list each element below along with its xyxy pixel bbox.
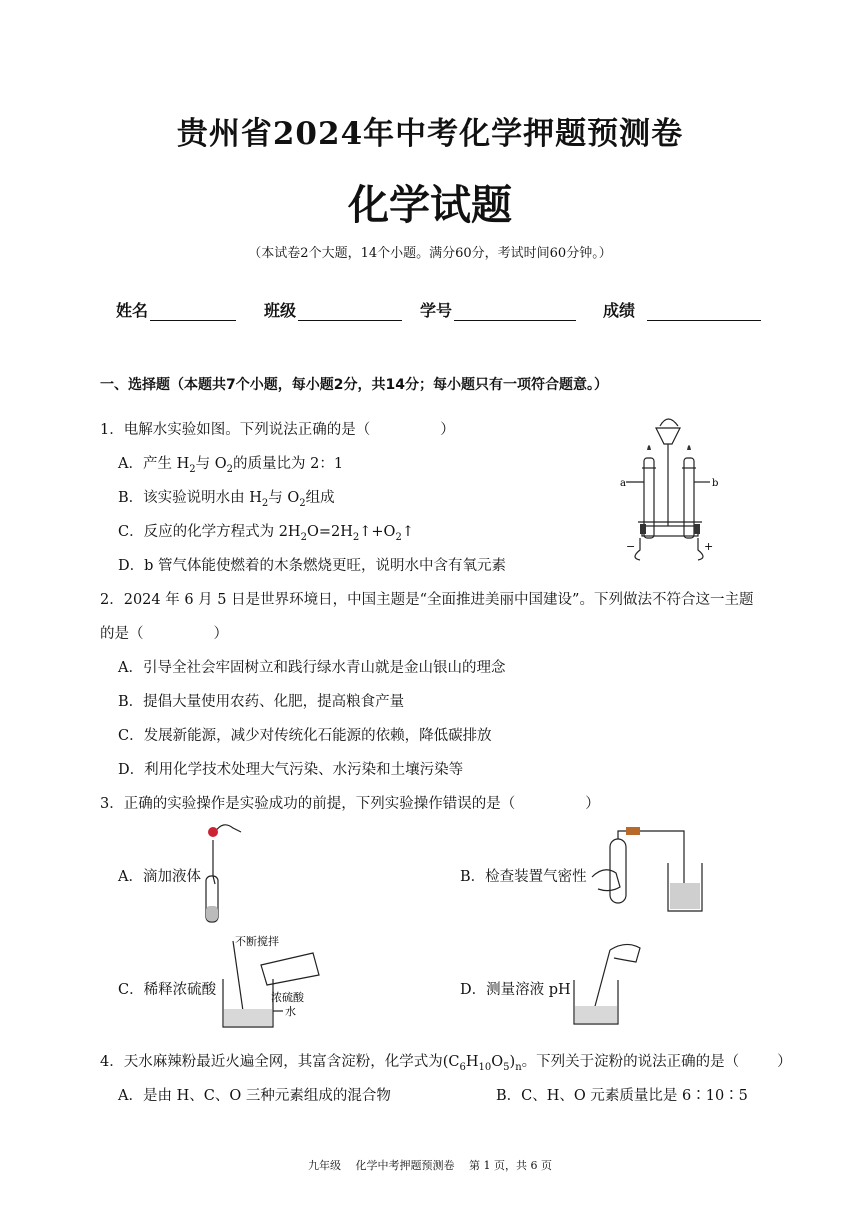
- electrolysis-apparatus-figure: [620, 410, 740, 570]
- q4-option-b[interactable]: B．C、H、O 元素质量比是 6∶10∶5: [496, 1088, 748, 1104]
- question-4-stem: 4．天水麻辣粉最近火遍全网，其富含淀粉，化学式为$(C_6H_{10}O_5)_n$。下列关于淀粉的说法正确的是（ ）: [100, 1054, 792, 1073]
- fig-label-b: b: [712, 478, 719, 489]
- name-blank[interactable]: [150, 302, 236, 321]
- id-blank[interactable]: [454, 302, 576, 321]
- score-label: 成绩: [603, 301, 636, 320]
- class-blank[interactable]: [298, 302, 402, 321]
- id-field[interactable]: [420, 298, 576, 321]
- q4-option-a[interactable]: A．是由 H、C、O 三种元素组成的混合物: [118, 1088, 391, 1104]
- section-heading: 一、选择题（本题共7个小题，每小题2分，共14分；每小题只有一项符合题意。）: [100, 377, 608, 393]
- q1-option-b[interactable]: B．该实验说明水由 $H_2$与 $O_2$组成: [118, 490, 335, 509]
- score-blank[interactable]: [647, 302, 761, 321]
- ph-test-figure: [570, 940, 650, 1030]
- exam-note: （本试卷2个大题，14个小题。满分60分，考试时间60分钟。）: [248, 246, 612, 261]
- q3-option-c[interactable]: C．稀释浓硫酸: [118, 982, 217, 998]
- class-label: 班级: [264, 301, 297, 320]
- question-2-stem-line1: 2．2024 年 6 月 5 日是世界环境日，中国主题是“全面推进美丽中国建设”。下列做法不符合这一主题: [100, 592, 754, 608]
- q1-option-c[interactable]: C．反应的化学方程式为 $2H_2O=2H_2↑+O_2↑$: [118, 524, 414, 543]
- name-field[interactable]: [116, 298, 236, 321]
- q1-option-d[interactable]: D．b 管气体能使燃着的木条燃烧更旺，说明水中含有氧元素: [118, 558, 507, 574]
- q3-option-d[interactable]: D．测量溶液 pH: [460, 982, 571, 998]
- q1-option-a[interactable]: A．产生 $H_2$与 $O_2$的质量比为 2：1: [118, 456, 344, 475]
- question-1-stem: 1．电解水实验如图。下列说法正确的是（ ）: [100, 422, 455, 438]
- exam-subtitle: 化学试题: [348, 181, 512, 229]
- q3-option-b[interactable]: B．检查装置气密性: [460, 869, 587, 885]
- fig-stir-label: 不断搅拌: [235, 935, 279, 948]
- id-label: 学号: [420, 301, 453, 320]
- name-label: 姓名: [116, 301, 149, 320]
- q3-option-a[interactable]: A．滴加液体: [118, 869, 201, 885]
- dilution-figure: [215, 935, 345, 1035]
- q2-option-a[interactable]: A．引导全社会牢固树立和践行绿水青山就是金山银山的理念: [118, 660, 506, 676]
- fig-label-a: a: [620, 478, 626, 489]
- q2-option-c[interactable]: C．发展新能源，减少对传统化石能源的依赖，降低碳排放: [118, 728, 492, 744]
- fig-acid-label: 浓硫酸: [271, 991, 304, 1004]
- dropper-figure: [195, 818, 245, 928]
- fig-water-label: 水: [285, 1005, 296, 1018]
- exam-title: 贵州省2024年中考化学押题预测卷: [176, 116, 684, 152]
- page-footer: 九年级 化学中考押题预测卷 第 1 页，共 6 页: [308, 1159, 552, 1172]
- score-field[interactable]: [603, 298, 761, 321]
- fig-plus: +: [704, 540, 714, 553]
- class-field[interactable]: [264, 298, 402, 321]
- fig-minus: −: [626, 540, 636, 553]
- question-3-stem: 3．正确的实验操作是实验成功的前提，下列实验操作错误的是（ ）: [100, 796, 600, 812]
- q2-option-b[interactable]: B．提倡大量使用农药、化肥，提高粮食产量: [118, 694, 405, 710]
- question-2-stem-line2: 的是（ ）: [100, 626, 228, 642]
- airtightness-figure: [590, 825, 710, 920]
- q2-option-d[interactable]: D．利用化学技术处理大气污染、水污染和土壤污染等: [118, 762, 464, 778]
